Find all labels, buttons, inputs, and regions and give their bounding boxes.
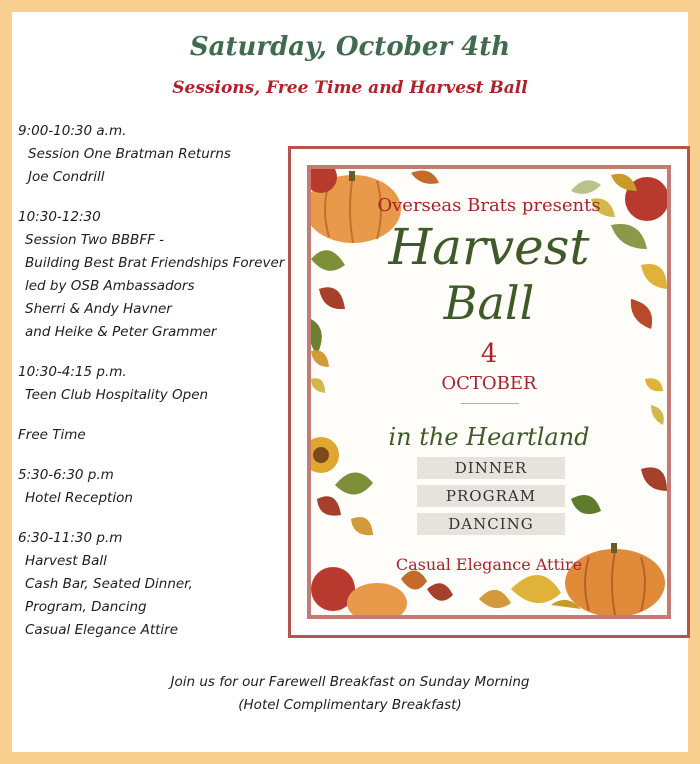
harvest-ball-flyer bbox=[288, 146, 690, 638]
pumpkin-bottom-left bbox=[347, 583, 407, 615]
leaf-icon bbox=[479, 590, 511, 608]
flyer-title-harvest: Harvest bbox=[388, 218, 590, 276]
page-title: Saturday, October 4th bbox=[189, 32, 511, 62]
footer-line-2: (Hotel Complimentary Breakfast) bbox=[238, 697, 462, 713]
leaf-icon bbox=[317, 496, 341, 515]
schedule-time: Free Time bbox=[18, 427, 86, 443]
schedule-block bbox=[18, 464, 298, 510]
leaf-icon bbox=[651, 405, 664, 425]
leaf-icon bbox=[427, 583, 453, 601]
flyer-item-dinner: DINNER bbox=[417, 457, 565, 479]
schedule-line: Casual Elegance Attire bbox=[25, 622, 179, 638]
leaf-icon bbox=[571, 180, 601, 194]
schedule-time: 10:30-4:15 p.m. bbox=[18, 364, 127, 380]
schedule-block bbox=[18, 424, 298, 447]
flyer-item-program: PROGRAM bbox=[417, 485, 565, 507]
leaf-icon bbox=[411, 171, 439, 184]
schedule-block bbox=[18, 361, 298, 407]
leaf-icon bbox=[511, 575, 561, 603]
footer-line-1: Join us for our Farewell Breakfast on Sunday Morning bbox=[170, 674, 530, 690]
flyer-presents: Overseas Brats presents bbox=[377, 195, 601, 216]
leaf-icon bbox=[641, 467, 667, 491]
flyer-month: OCTOBER bbox=[441, 373, 537, 394]
flyer-location: in the Heartland bbox=[388, 423, 590, 451]
flyer-day: 4 bbox=[480, 339, 498, 369]
flyer-title-ball: Ball bbox=[443, 276, 535, 330]
flyer-inner-frame bbox=[307, 165, 671, 619]
leaf-icon bbox=[571, 495, 601, 514]
schedule-line: Session Two BBBFF - bbox=[25, 232, 165, 248]
schedule-block bbox=[18, 206, 298, 344]
schedule-time: 6:30-11:30 p.m bbox=[18, 530, 123, 546]
flyer-item-dancing: DANCING bbox=[417, 513, 565, 535]
schedule-line: Building Best Brat Friendships Forever bbox=[25, 255, 285, 271]
schedule-line: and Heike & Peter Grammer bbox=[25, 324, 217, 340]
schedule-line: Cash Bar, Seated Dinner, bbox=[25, 576, 193, 592]
pumpkin-bottom-right bbox=[565, 543, 665, 615]
schedule-line: Program, Dancing bbox=[25, 599, 147, 615]
schedule-line: Session One Bratman Returns bbox=[28, 146, 231, 162]
flyer-attire: Casual Elegance Attire bbox=[395, 555, 583, 574]
schedule-line: led by OSB Ambassadors bbox=[25, 278, 195, 294]
schedule-line: Harvest Ball bbox=[25, 553, 107, 569]
schedule-block bbox=[18, 120, 298, 189]
schedule-time: 9:00-10:30 a.m. bbox=[18, 123, 127, 139]
schedule-line: Teen Club Hospitality Open bbox=[25, 387, 209, 403]
leaf-icon bbox=[611, 174, 637, 191]
leaf-icon bbox=[335, 472, 373, 494]
page-subtitle: Sessions, Free Time and Harvest Ball bbox=[172, 78, 528, 98]
schedule-line: Hotel Reception bbox=[25, 490, 133, 506]
schedule-line: Sherri & Andy Havner bbox=[25, 301, 172, 317]
schedule-time: 5:30-6:30 p.m bbox=[18, 467, 114, 483]
schedule-block bbox=[18, 527, 298, 642]
schedule bbox=[18, 120, 298, 659]
schedule-time: 10:30-12:30 bbox=[18, 209, 101, 225]
flyer-divider bbox=[461, 403, 519, 404]
leaf-icon bbox=[351, 517, 373, 535]
schedule-line: Joe Condrill bbox=[28, 169, 105, 185]
